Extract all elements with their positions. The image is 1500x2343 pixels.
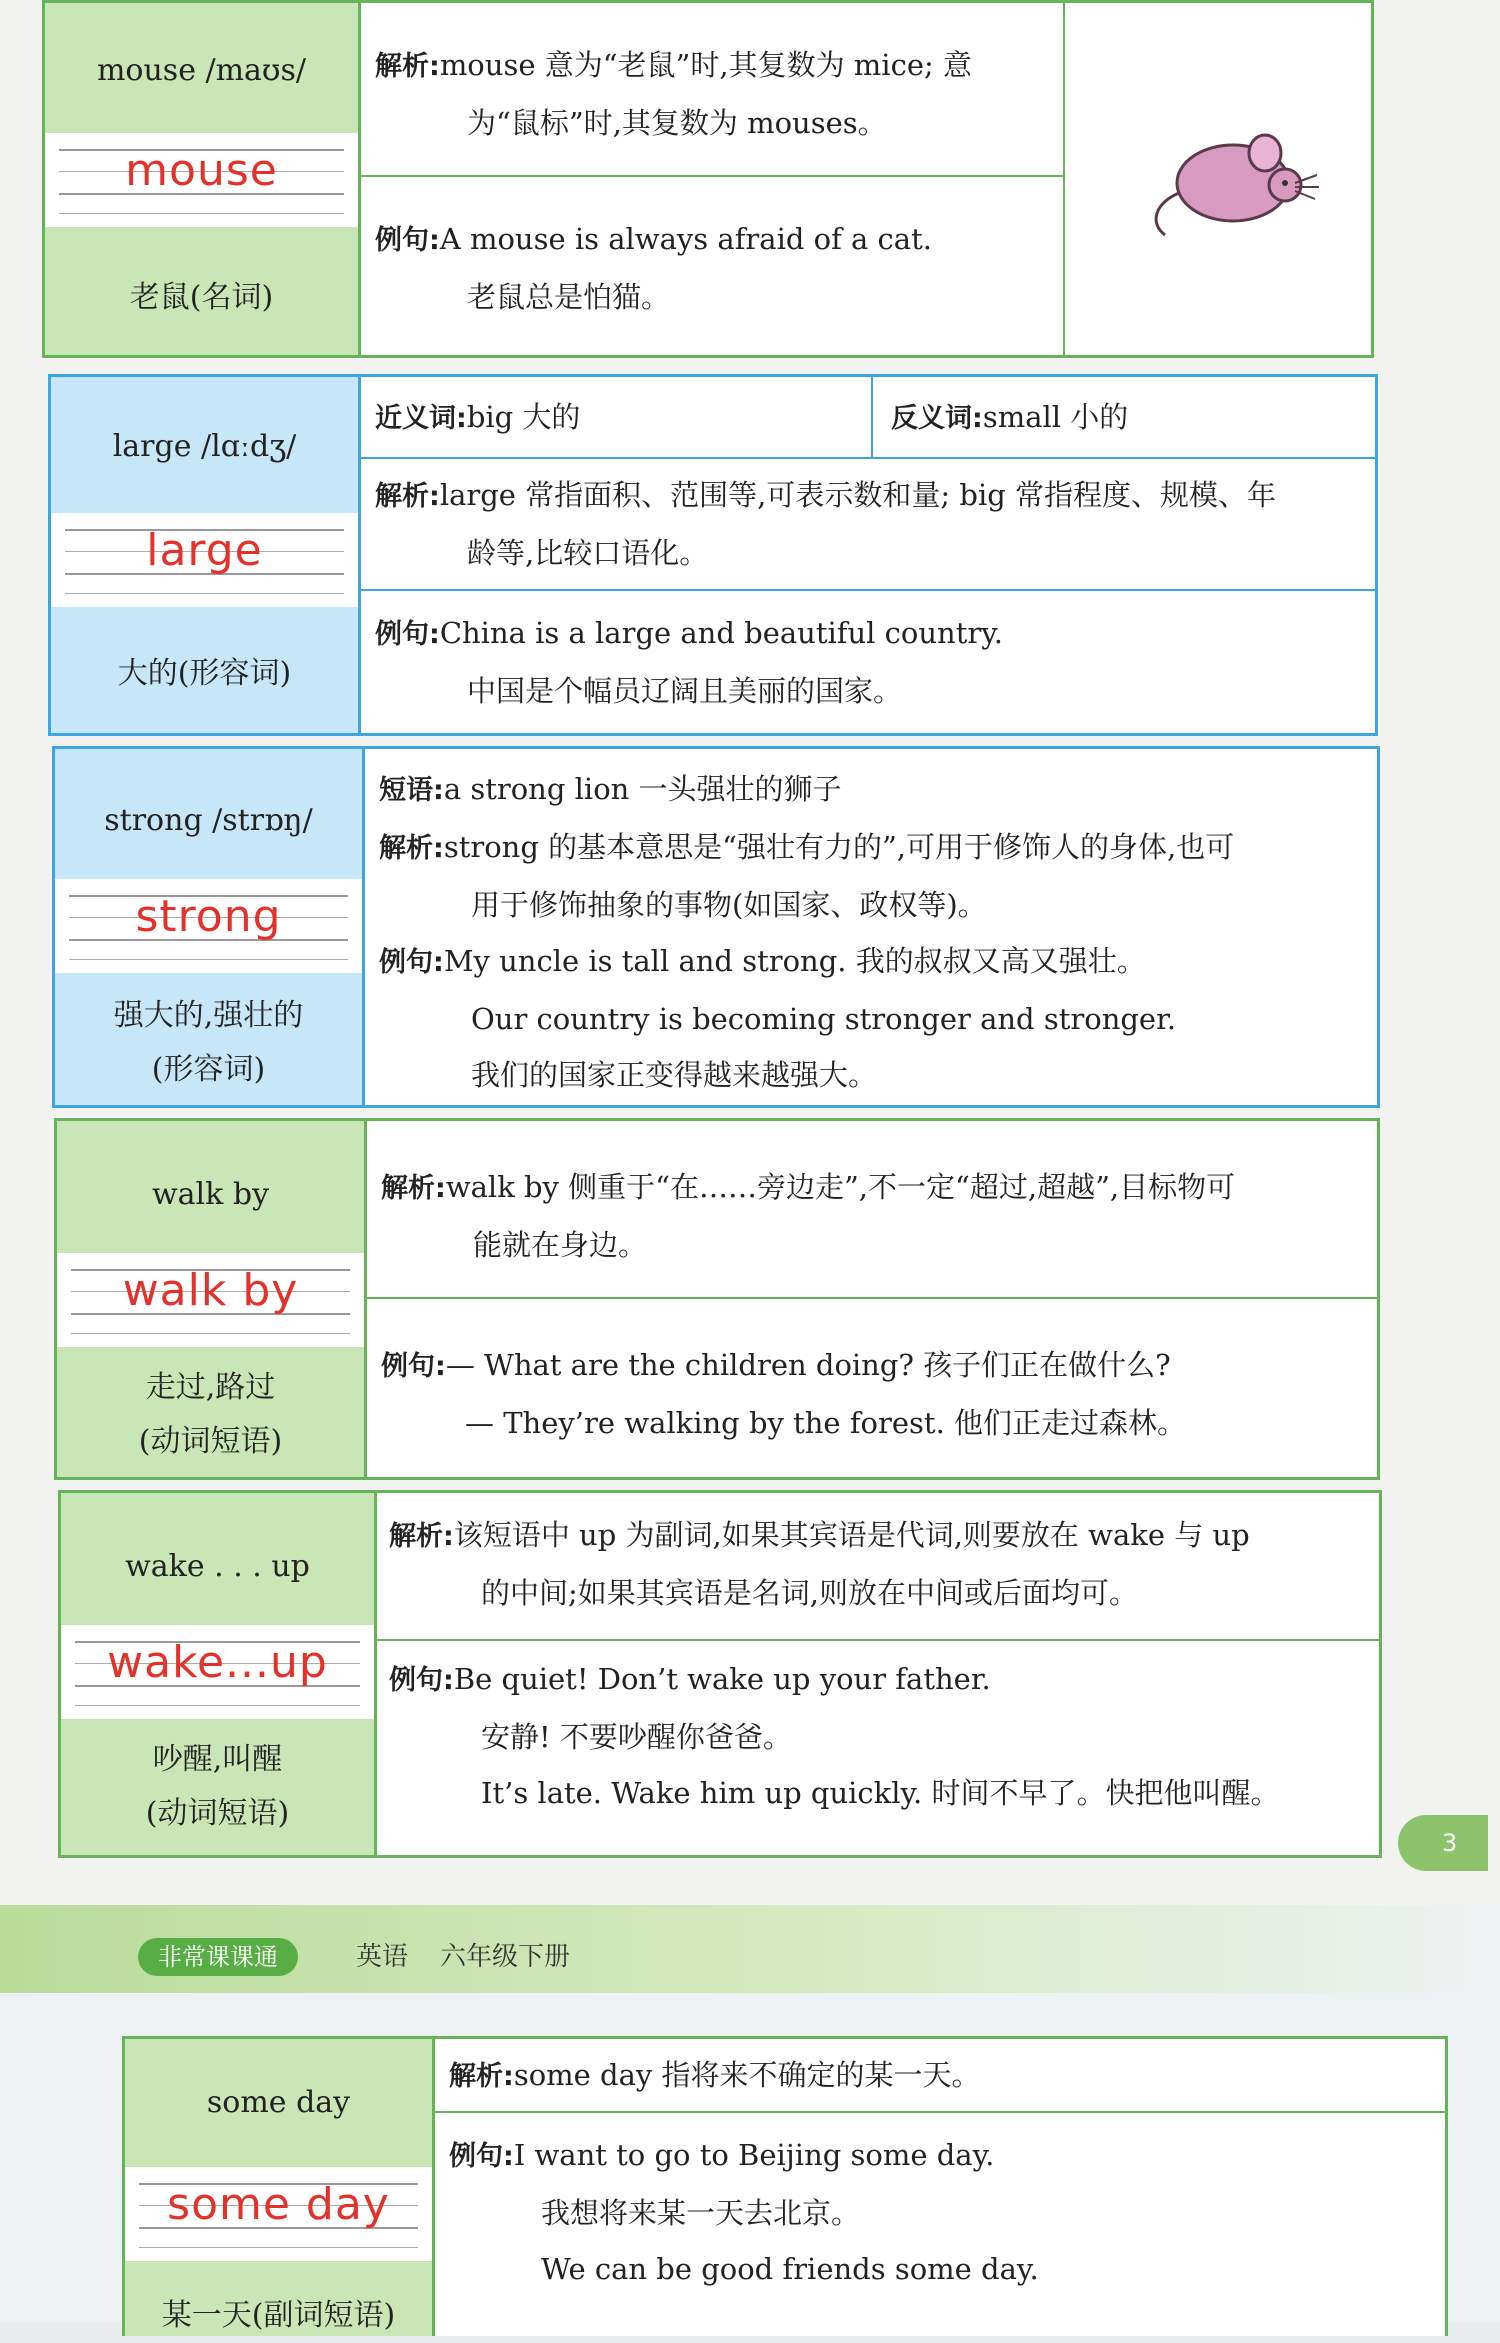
vocab-card-wake-up [58, 1490, 1382, 1858]
writing-lines [55, 879, 362, 973]
word-meaning-line-2: (动词短语) [138, 1424, 283, 1459]
mouse-icon [1145, 113, 1325, 243]
word-column [51, 377, 361, 733]
word-column [55, 749, 365, 1105]
handwritten-word: large [146, 525, 263, 576]
handwritten-word: walk by [122, 1265, 299, 1316]
word-column [45, 3, 361, 355]
handwritten-word: wake...up [107, 1637, 328, 1688]
headword: walk by [151, 1177, 270, 1212]
synonym-row: 近义词:big 大的 反义词:small 小的 [361, 377, 1378, 457]
word-meaning-line-1: 吵醒,叫醒 [152, 1742, 283, 1777]
example-row: 例句:A mouse is always afraid of a cat. 老鼠总是怕猫。 [361, 175, 1063, 358]
writing-lines [125, 2167, 432, 2261]
word-meaning: 大的(形容词) [117, 656, 292, 691]
word-meaning: 某一天(副词短语) [161, 2298, 396, 2333]
headword: some day [206, 2085, 351, 2120]
vocab-card-strong [52, 746, 1380, 1108]
word-meaning-line-1: 走过,路过 [145, 1370, 276, 1405]
example-row: 例句:China is a large and beautiful country. 中国是个幅员辽阔且美丽的国家。 [361, 589, 1378, 736]
headword: wake . . . up [125, 1549, 310, 1584]
mouse-picture [1145, 113, 1325, 243]
headword: large /lɑːdʒ/ [112, 429, 297, 464]
example-row: 例句:Be quiet! Don’t wake up your father. 安静! 不要吵醒你爸爸。 It’s late. Wake him up quickly. 时间不早了。快把他叫醒。 [377, 1639, 1382, 1858]
word-meaning-line-1: 强大的,强壮的 [113, 998, 304, 1033]
page-number: 3 [1398, 1815, 1488, 1871]
analysis-row: 解析:mouse 意为“老鼠”时,其复数为 mice; 意 为“鼠标”时,其复数为 mouses。 [375, 48, 972, 140]
vocab-card-large [48, 374, 1378, 736]
grade-label: 六年级下册 [440, 1942, 571, 1972]
headword: mouse /maʊs/ [96, 53, 307, 88]
analysis-row: 解析:该短语中 up 为副词,如果其宾语是代词,则要放在 wake 与 up 的中间;如果其宾语是名词,则放在中间或后面均可。 [389, 1518, 1250, 1610]
series-badge: 非常课课通 [138, 1938, 298, 1976]
word-column [125, 2039, 435, 2336]
vocab-card-walk-by [54, 1118, 1380, 1480]
subject-label: 英语 [356, 1942, 409, 1972]
word-column [57, 1121, 367, 1477]
writing-lines [45, 133, 358, 227]
handwritten-word: some day [167, 2179, 390, 2230]
word-meaning: 老鼠(名词) [129, 280, 274, 315]
writing-lines [57, 1253, 364, 1347]
word-meaning-line-2: (形容词) [151, 1052, 266, 1087]
writing-lines [51, 513, 358, 607]
vocab-card-some-day [122, 2036, 1448, 2336]
analysis-row: 解析:large 常指面积、范围等,可表示数和量; big 常指程度、规模、年 龄等,比较口语化。 [361, 457, 1378, 589]
analysis-row: 解析:walk by 侧重于“在……旁边走”,不一定“超过,超越”,目标物可 能就在身边。 [381, 1170, 1236, 1262]
word-meaning-line-2: (动词短语) [145, 1796, 290, 1831]
example-row: 例句:— What are the children doing? 孩子们正在做什么? — They’re walking by the forest. 他们正走过森林。 [367, 1297, 1380, 1480]
vocab-card-mouse [42, 0, 1374, 358]
headword: strong /strɒŋ/ [104, 803, 313, 838]
handwritten-word: strong [135, 891, 282, 942]
handwritten-word: mouse [125, 145, 278, 196]
word-column [61, 1493, 377, 1855]
writing-lines [61, 1625, 374, 1719]
example-row: 例句:I want to go to Beijing some day. 我想将来某一天去北京。 We can be good friends some day. [435, 2111, 1448, 2339]
phrase-row: 短语:a strong lion 一头强壮的狮子 解析:strong 的基本意思是“强壮有力的”,可用于修饰人的身体,也可 用于修饰抽象的事物(如国家、政权等)。 例句:My uncle is tall and strong. 我的叔叔又高又强壮。 Our country is becoming stronger and stronger. 我们的国家正变得越来越强大。 [379, 772, 1235, 1092]
analysis-row: 解析:some day 指将来不确定的某一天。 [449, 2058, 981, 2092]
